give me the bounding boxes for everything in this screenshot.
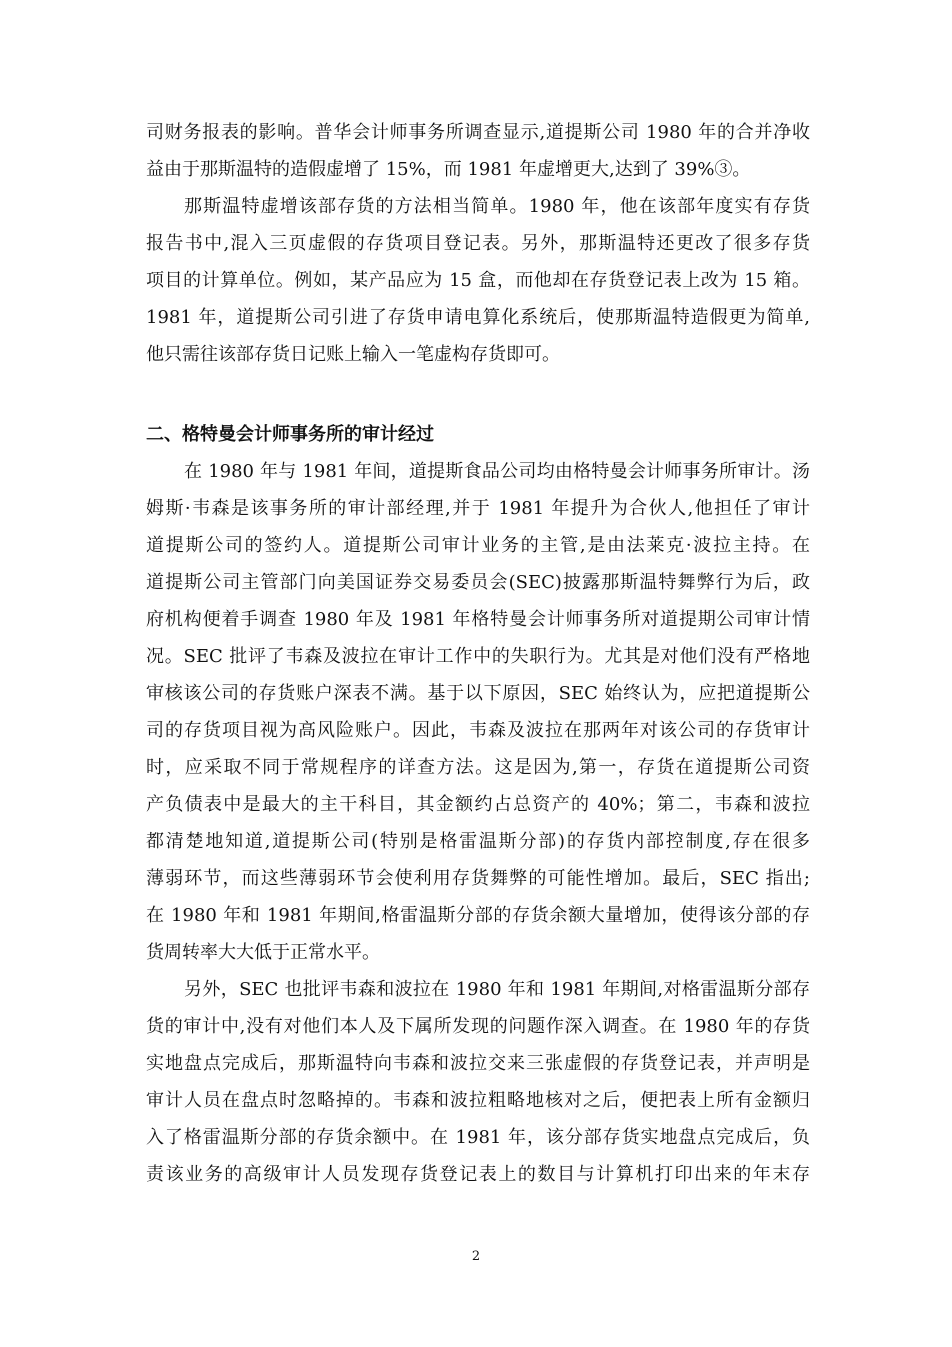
- paragraph-2-line-4: 1981 年，道提斯公司引进了存货申请电算化系统后，使那斯温特造假更为简单,: [146, 307, 810, 328]
- paragraph-3-line-8: 司的存货项目视为高风险账户。因此，韦森及波拉在那两年对该公司的存货审计: [146, 720, 810, 741]
- paragraph-4-line-5: 入了格雷温斯分部的存货余额中。在 1981 年，该分部存货实地盘点完成后，负: [146, 1127, 810, 1148]
- paragraph-2-line-1: 那斯温特虚增该部存货的方法相当简单。1980 年，他在该部年度实有存货: [184, 196, 810, 217]
- paragraph-3-line-13: 在 1980 年和 1981 年期间,格雷温斯分部的存货余额大量增加，使得该分部的存: [146, 905, 810, 926]
- paragraph-3-line-11: 都清楚地知道,道提斯公司(特别是格雷温斯分部)的存货内部控制度,存在很多: [146, 831, 810, 852]
- paragraph-3-line-7: 审核该公司的存货账户深表不满。基于以下原因，SEC 始终认为，应把道提斯公: [146, 683, 810, 704]
- paragraph-2-line-3: 项目的计算单位。例如，某产品应为 15 盒，而他却在存货登记表上改为 15 箱。: [146, 270, 810, 291]
- paragraph-2-line-5: 他只需往该部存货日记账上输入一笔虚构存货即可。: [146, 344, 560, 365]
- section-heading: 二、格特曼会计师事务所的审计经过: [146, 424, 434, 445]
- paragraph-1-line-2: 益由于那斯温特的造假虚增了 15%，而 1981 年虚增更大,达到了 39%③。: [146, 159, 751, 180]
- paragraph-3-line-9: 时，应采取不同于常规程序的详查方法。这是因为,第一，存货在道提斯公司资: [146, 757, 810, 778]
- paragraph-4-line-6: 责该业务的高级审计人员发现存货登记表上的数目与计算机打印出来的年末存: [146, 1164, 810, 1185]
- paragraph-4-line-4: 审计人员在盘点时忽略掉的。韦森和波拉粗略地核对之后，便把表上所有金额归: [146, 1090, 810, 1111]
- paragraph-1-line-1: 司财务报表的影响。普华会计师事务所调查显示,道提斯公司 1980 年的合并净收: [146, 122, 810, 143]
- paragraph-3-line-10: 产负债表中是最大的主干科目，其金额约占总资产的 40%；第二，韦森和波拉: [146, 794, 810, 815]
- paragraph-3-line-6: 况。SEC 批评了韦森及波拉在审计工作中的失职行为。尤其是对他们没有严格地: [146, 646, 810, 667]
- paragraph-3-line-3: 道提斯公司的签约人。道提斯公司审计业务的主管,是由法莱克·波拉主持。在: [146, 535, 810, 556]
- paragraph-3-line-4: 道提斯公司主管部门向美国证券交易委员会(SEC)披露那斯温特舞弊行为后，政: [146, 572, 810, 593]
- paragraph-4-line-1: 另外，SEC 也批评韦森和波拉在 1980 年和 1981 年期间,对格雷温斯分部存: [184, 979, 810, 1000]
- paragraph-4-line-2: 货的审计中,没有对他们本人及下属所发现的问题作深入调查。在 1980 年的存货: [146, 1016, 810, 1037]
- paragraph-3-line-5: 府机构便着手调查 1980 年及 1981 年格特曼会计师事务所对道提期公司审计情: [146, 609, 810, 630]
- paragraph-3-line-1: 在 1980 年与 1981 年间，道提斯食品公司均由格特曼会计师事务所审计。汤: [184, 461, 810, 482]
- page-number: 2: [471, 1249, 481, 1264]
- paragraph-3-line-12: 薄弱环节，而这些薄弱环节会使利用存货舞弊的可能性增加。最后，SEC 指出;: [146, 868, 810, 889]
- paragraph-3-line-2: 姆斯·韦森是该事务所的审计部经理,并于 1981 年提升为合伙人,他担任了审计: [146, 498, 810, 519]
- paragraph-2-line-2: 报告书中,混入三页虚假的存货项目登记表。另外，那斯温特还更改了很多存货: [146, 233, 810, 254]
- paragraph-3-line-14: 货周转率大大低于正常水平。: [146, 942, 380, 963]
- paragraph-4-line-3: 实地盘点完成后，那斯温特向韦森和波拉交来三张虚假的存货登记表，并声明是: [146, 1053, 810, 1074]
